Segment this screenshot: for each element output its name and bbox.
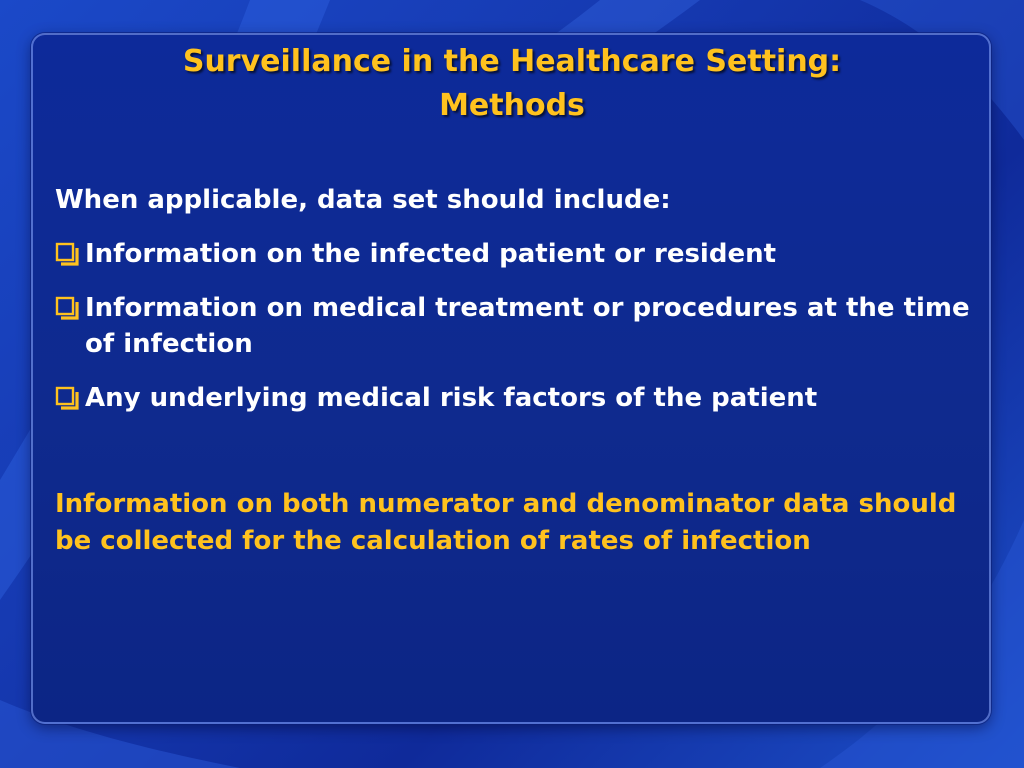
title-line-1: Surveillance in the Healthcare Setting: — [182, 44, 842, 79]
list-item — [55, 290, 975, 362]
bullet-text: Any underlying medical risk factors of the patient — [85, 383, 818, 413]
bullet-text: Information on medical treatment or procedures at the time of infection — [85, 293, 970, 359]
bullet-list — [55, 236, 975, 416]
checkbox-icon — [55, 386, 79, 410]
checkbox-icon — [55, 242, 79, 266]
list-item — [55, 380, 975, 416]
title-line-2: Methods — [439, 88, 585, 123]
bullet-text: Information on the infected patient or resident — [85, 239, 777, 269]
list-item — [55, 236, 975, 272]
checkbox-icon — [55, 296, 79, 320]
slide-title — [0, 40, 1024, 128]
slide-body — [55, 182, 975, 434]
note-text: Information on both numerator and denominator data should be collected for the calculation of rates of infection — [55, 489, 957, 556]
intro-text: When applicable, data set should include: — [55, 185, 671, 215]
